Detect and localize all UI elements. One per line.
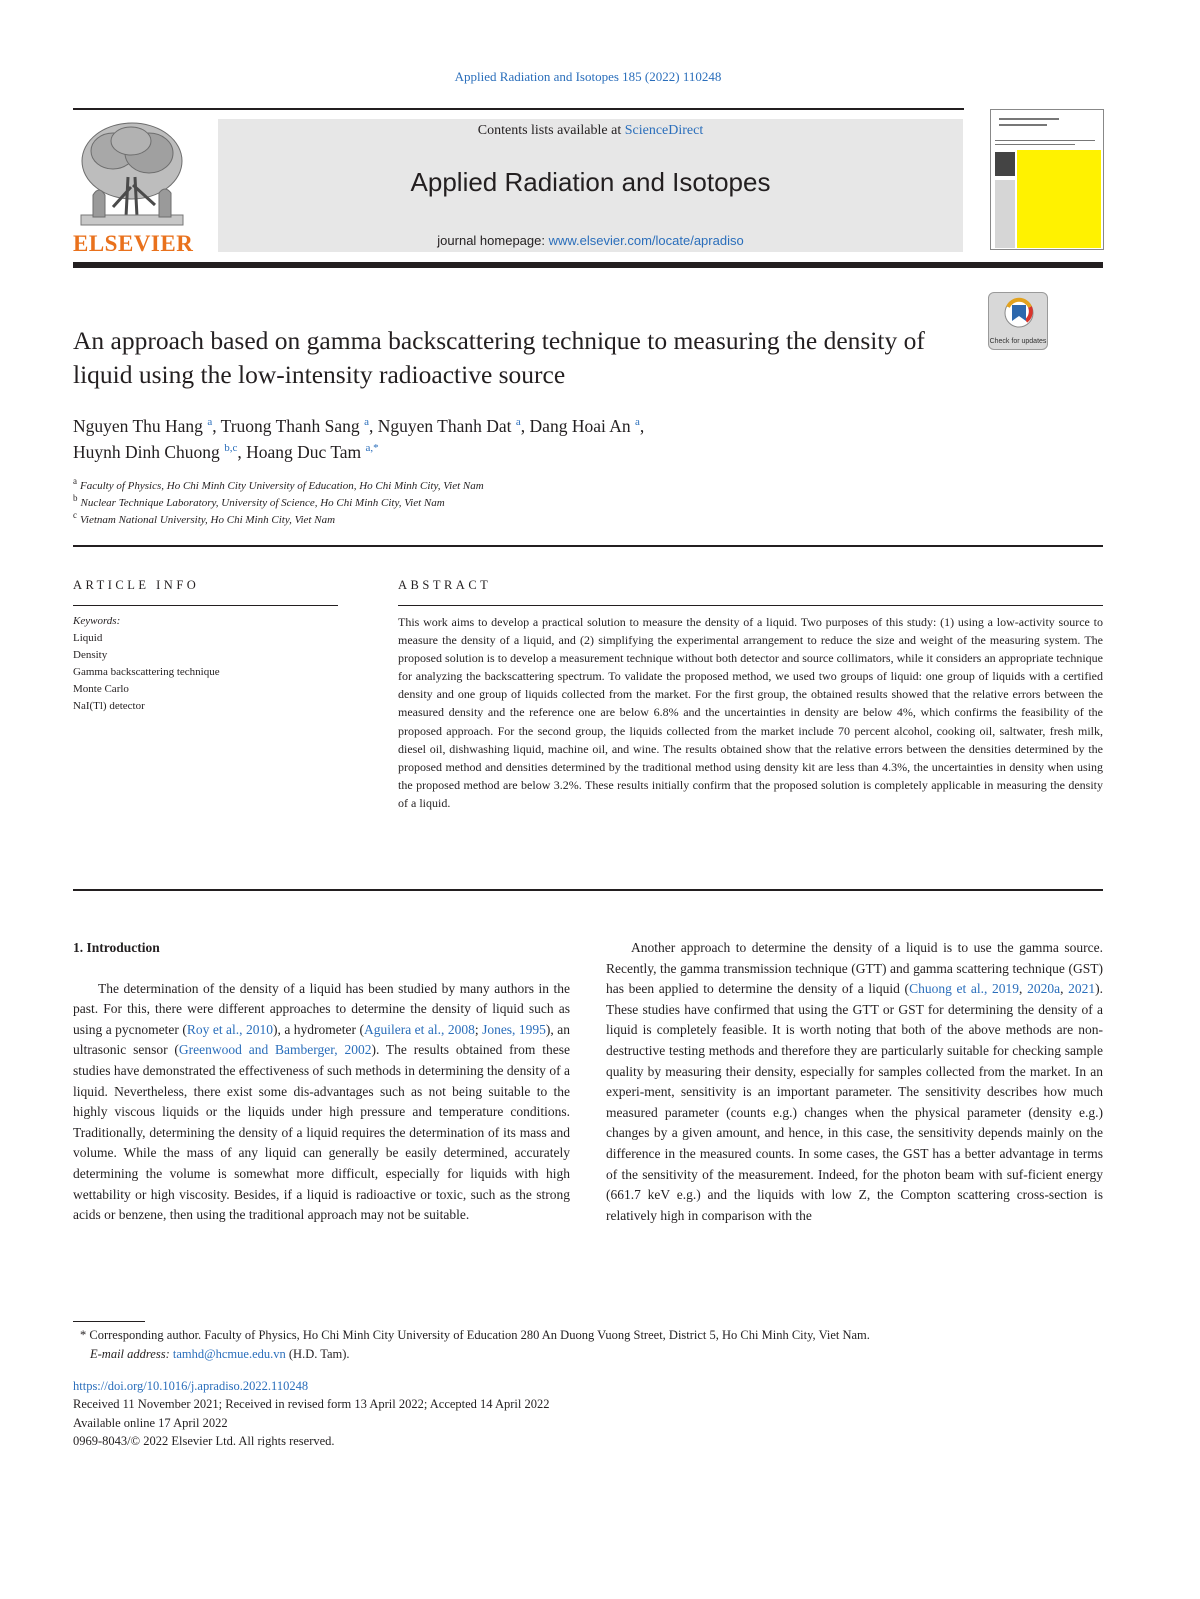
abstract-heading: ABSTRACT (398, 578, 492, 592)
author-affiliation-mark[interactable]: b,c (224, 442, 238, 455)
sciencedirect-link[interactable]: ScienceDirect (624, 123, 704, 138)
reference-link[interactable]: Aguilera et al., 2008 (363, 1021, 475, 1037)
corresponding-author-footnote (80, 1326, 1100, 1364)
paragraph-text: The determination of the density of a liquid has been studied by many authors in the past. For this, there were different approaches to determine the density of liquid such as using a pycnometer ( (73, 980, 570, 1037)
abstract-text: This work aims to develop a practical solution to measure the density of a liquid. Two purposes of this study: (1) using a low-activity source to measure the density of a liquid, and (2) simplifying the experimental arrangement to reduce the size and weight of the measuring system. The proposed solution is to develop a measurement technique without both detector and source collimators, while it considers an appropriate technique for analyzing the backscattering spectrum. To validate the proposed method, we used two groups of liquid: one group of liquids with a certified density and one group of liquids collected from the market. For the first group, the obtained results showed that the relative errors between the measured density and the reference one are below 6.8% and the uncertainties in density are below 4%, which confirms the feasibility of the proposed approach. For the second group, the liquids collected from the market include 70 percent alcohol, cooking oil, saltwater, fresh milk, diesel oil, dishwashing liquid, machine oil, and wine. The results obtained show that the relative errors between the densities determined by the proposed method and densities determined by the traditional method using density kit are less than 4.3%, the uncertainties in density when using the proposed method are below 3.2%. These results initially confirm that the proposed solution is completely applicable in measuring the density of a liquid. (398, 615, 1103, 810)
paragraph-text: ; (474, 1021, 483, 1037)
author-name[interactable]: Nguyen Thu Hang (73, 416, 203, 436)
affiliation-label: a (73, 476, 77, 487)
article-info-rule (73, 605, 338, 606)
section-heading-introduction: 1. Introduction (73, 940, 160, 955)
keyword-item: Liquid (73, 632, 103, 644)
contents-line (218, 123, 963, 139)
journal-header-box (218, 119, 963, 252)
author-list: Nguyen Thu Hang $^a$, Truong Thanh Sang $^a$, Nguyen Thanh Dat $^a$, Dang Hoai An $^a$, Huynh Dinh Chuong $^{b,c}$, Hoang Duc Tam $^{a,*}$ (73, 416, 645, 462)
publication-info (73, 1377, 873, 1451)
keyword-item: Density (73, 649, 108, 661)
article-info-heading: ARTICLE INFO (73, 578, 200, 592)
email-label: E-mail address: (90, 1347, 170, 1361)
affiliation-item (73, 478, 973, 495)
header-top-rule (73, 108, 964, 110)
reference-link[interactable]: Chuong et al., 2019 (909, 981, 1020, 997)
header-bottom-rule (73, 262, 1103, 268)
author-name[interactable]: Truong Thanh Sang (220, 416, 360, 436)
email-suffix: (H.D. Tam). (285, 1347, 350, 1361)
keyword-item: Monte Carlo (73, 683, 129, 695)
check-for-updates-badge[interactable] (988, 292, 1048, 350)
author-affiliation-mark[interactable]: a (364, 416, 369, 429)
keywords-title: Keywords: (73, 615, 121, 627)
affiliation-item (73, 495, 973, 512)
contents-prefix: Contents lists available at (477, 123, 625, 138)
footnote-rule (73, 1321, 145, 1322)
publisher-name: ELSEVIER (73, 231, 194, 256)
body-column-right (606, 938, 1103, 1226)
journal-homepage-link[interactable]: www.elsevier.com/locate/apradiso (548, 233, 744, 248)
affiliation-text: Vietnam National University, Ho Chi Minh City, Viet Nam (80, 514, 336, 526)
check-updates-label: Check for updates (989, 338, 1047, 345)
footnote-text: Corresponding author. Faculty of Physics, Ho Chi Minh City University of Education 280 An Duong Vuong Street, District 5, Ho Chi Minh City, Viet Nam. (89, 1328, 870, 1342)
author-affiliation-mark[interactable]: a (515, 416, 521, 429)
email-link[interactable]: tamhd@hcmue.edu.vn (172, 1347, 286, 1361)
keyword-item: NaI(Tl) detector (73, 700, 145, 712)
doi-link[interactable]: https://doi.org/10.1016/j.apradiso.2022.110248 (73, 1379, 309, 1393)
received-dates: Received 11 November 2021; Received in revised form 13 April 2022; Accepted 14 April 2022 (73, 1397, 550, 1412)
author-name[interactable]: Huynh Dinh Chuong (73, 442, 220, 462)
body-column-left (73, 938, 570, 1226)
footnote-email-line (80, 1345, 1100, 1364)
cover-title-block (995, 116, 1065, 136)
affiliation-item (73, 512, 973, 529)
paragraph-text: ), a hydrometer ( (273, 1021, 364, 1037)
abstract-rule (398, 605, 1103, 606)
author-affiliation-mark[interactable]: a,* (365, 442, 379, 455)
journal-citation[interactable]: Applied Radiation and Isotopes 185 (2022) 110248 (454, 69, 722, 84)
keywords-block (73, 613, 338, 715)
copyright-line: 0969-8043/© 2022 Elsevier Ltd. All rights reserved. (73, 1434, 335, 1449)
body-paragraph (606, 938, 1103, 1226)
check-updates-icon (989, 293, 1049, 333)
paragraph-text: , (1060, 981, 1069, 997)
affiliation-list (73, 478, 973, 529)
journal-name[interactable]: Applied Radiation and Isotopes (410, 167, 771, 197)
cover-dark-block (995, 152, 1015, 176)
keyword-item: Gamma backscattering technique (73, 666, 220, 678)
author-affiliation-mark[interactable]: a (635, 416, 640, 429)
publisher-logo[interactable] (73, 117, 194, 257)
paragraph-text: ). The results obtained from these studies have demonstrated the effectiveness of such methods in determining the density of a liquid. Nevertheless, there exist some dis-advantages such as not being suitable to the highly viscous liquids or the liquids under high pressure and temperature conditions. Traditionally, determining the density of a liquid requires the determination of its mass and volume. While the mass of any liquid can generally be easily determined, accurately determining the volume is somewhat more difficult, especially for liquids with high wettability or high viscosity. Besides, if a liquid is radioactive or toxic, such as the strong acids or benzene, then using the traditional approach may not be suitable. (73, 1042, 570, 1223)
affiliations-rule (73, 545, 1103, 547)
abstract-bottom-rule (73, 889, 1103, 891)
affiliation-text: Nuclear Technique Laboratory, University of Science, Ho Chi Minh City, Viet Nam (80, 497, 445, 509)
reference-link[interactable]: Jones, 1995 (482, 1021, 546, 1037)
author-name[interactable]: Hoang Duc Tam (246, 442, 362, 462)
homepage-line (218, 233, 963, 248)
article-title: An approach based on gamma backscattering technique to measuring the density of liquid using the low-intensity radioactive source (73, 326, 925, 389)
paragraph-text: ). These studies have confirmed that using the GTT or GST for determining the density of a liquid is completely feasible. It is worth noting that both of the above methods are non-destructive testing methods and therefore they are particularly suitable for checking sample quality by measuring their density, especially for samples collected from the market. In an experi-ment, sensitivity is an important parameter. The sensitivity describes how much measured parameter (counts e.g.) changes when the physical parameter (density e.g.) changes by a given amount, and hence, in this case, the sensitivity depends mainly on the difference in the measured counts. In some cases, the GST has a better advantage in terms of the sensitivity of the measurement. Indeed, for the photon beam with suf-ficient energy (661.7 keV e.g.) and the liquids with low Z, the Compton scattering cross-section is relatively high in comparison with the (606, 981, 1104, 1223)
affiliation-label: b (73, 493, 78, 504)
homepage-prefix: journal homepage: (437, 233, 549, 248)
elsevier-tree-icon (73, 117, 191, 229)
paragraph-text: Another approach to determine the density of a liquid is to use the gamma source. Recently, the gamma transmission technique (GTT) and gamma scattering technique (GST) has been applied to determine the density of a liquid ( (606, 940, 1103, 997)
footnote-marker: * (80, 1328, 87, 1342)
reference-link[interactable]: 2021 (1068, 981, 1096, 997)
paragraph-text: , (1019, 981, 1028, 997)
affiliation-label: c (73, 510, 77, 521)
paragraph-text: ), an ultrasonic sensor ( (73, 1021, 570, 1058)
author-name[interactable]: Dang Hoai An (529, 416, 631, 436)
author-affiliation-mark[interactable]: a (207, 416, 213, 429)
journal-cover-thumbnail[interactable] (990, 109, 1104, 250)
footnote-corresponding (80, 1326, 1100, 1345)
cover-gray-block (995, 180, 1015, 248)
affiliation-text: Faculty of Physics, Ho Chi Minh City University of Education, Ho Chi Minh City, Viet Nam (80, 480, 484, 492)
reference-link[interactable]: 2020a (1027, 981, 1061, 997)
reference-link[interactable]: Greenwood and Bamberger, 2002 (178, 1042, 372, 1058)
available-online: Available online 17 April 2022 (73, 1415, 228, 1430)
cover-yellow-block (1017, 150, 1101, 248)
body-paragraph (73, 979, 570, 1226)
author-name[interactable]: Nguyen Thanh Dat (377, 416, 512, 436)
reference-link[interactable]: Roy et al., 2010 (186, 1021, 273, 1037)
